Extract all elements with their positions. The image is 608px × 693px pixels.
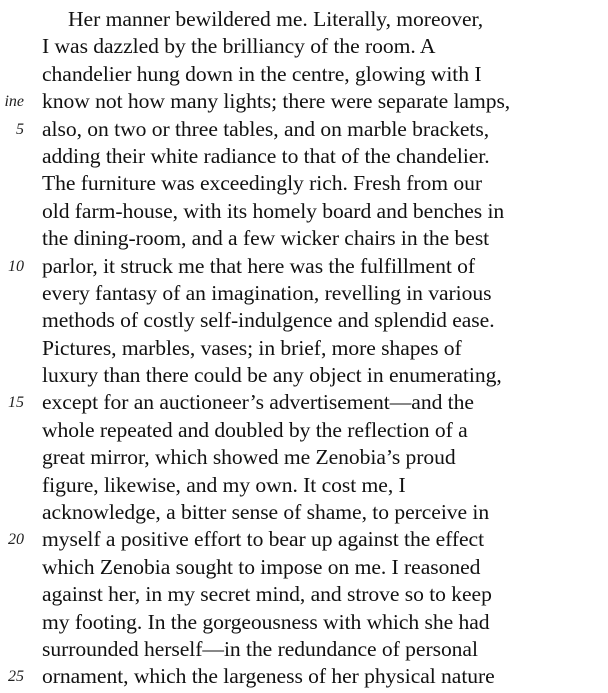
line-number: 15: [8, 394, 24, 412]
passage-line: [0, 417, 608, 444]
line-text: The furniture was exceedingly rich. Fresh from our: [42, 171, 483, 196]
line-text: figure, likewise, and my own. It cost me, I: [42, 472, 406, 497]
line-text: Her manner bewildered me. Literally, moreover,: [68, 7, 484, 31]
passage-line: [0, 636, 608, 663]
line-text: chandelier hung down in the centre, glowing with I: [42, 61, 482, 86]
line-text: the dining-room, and a few wicker chairs in the best: [42, 226, 490, 251]
line-text: old farm-house, with its homely board and benches in: [42, 198, 505, 223]
passage-line: [0, 444, 608, 471]
line-text: whole repeated and doubled by the reflection of a: [42, 417, 468, 442]
passage-line: [0, 335, 608, 362]
passage-line: [0, 170, 608, 197]
line-text: surrounded herself—in the redundance of personal: [42, 636, 478, 661]
line-number: 5: [16, 120, 24, 138]
line-text: know not how many lights; there were separate lamps,: [42, 89, 511, 114]
line-number: ine: [4, 93, 24, 111]
passage-line: [0, 33, 608, 60]
line-text: except for an auctioneer’s advertisement—and the: [42, 390, 474, 415]
passage-line: [0, 581, 608, 608]
passage-line: [0, 198, 608, 225]
passage-line: [0, 663, 608, 690]
line-number: 10: [8, 257, 24, 275]
line-text: Pictures, marbles, vases; in brief, more shapes of: [42, 335, 462, 360]
passage-line: [0, 225, 608, 252]
passage-line: [0, 389, 608, 416]
passage-line: [0, 499, 608, 526]
line-text: methods of costly self-indulgence and splendid ease.: [42, 308, 495, 333]
line-text: adding their white radiance to that of the chandelier.: [42, 143, 490, 168]
passage: [0, 6, 608, 691]
line-text: great mirror, which showed me Zenobia’s proud: [42, 445, 456, 470]
passage-line: [0, 253, 608, 280]
passage-line: [0, 609, 608, 636]
line-text: ornament, which the largeness of her physical nature: [42, 664, 495, 689]
line-text: I was dazzled by the brilliancy of the room. A: [42, 34, 436, 59]
passage-line: [0, 554, 608, 581]
line-text: parlor, it struck me that here was the fulfillment of: [42, 253, 476, 278]
line-number: 25: [8, 668, 24, 686]
passage-line: [0, 307, 608, 334]
passage-line: [0, 280, 608, 307]
line-text: myself a positive effort to bear up against the effect: [42, 527, 485, 552]
line-text: also, on two or three tables, and on marble brackets,: [42, 116, 490, 141]
passage-line: [0, 362, 608, 389]
line-text: against her, in my secret mind, and strove so to keep: [42, 582, 492, 607]
passage-line: [0, 6, 608, 33]
line-text: every fantasy of an imagination, revelling in various: [42, 280, 492, 305]
passage-line: [0, 88, 608, 115]
line-text: which Zenobia sought to impose on me. I reasoned: [42, 554, 481, 579]
line-text: luxury than there could be any object in enumerating,: [42, 363, 502, 388]
line-text: my footing. In the gorgeousness with which she had: [42, 609, 490, 634]
passage-line: [0, 526, 608, 553]
passage-line: [0, 61, 608, 88]
line-text: acknowledge, a bitter sense of shame, to perceive in: [42, 500, 490, 525]
line-number: 20: [8, 531, 24, 549]
passage-line: [0, 143, 608, 170]
passage-line: [0, 116, 608, 143]
passage-line: [0, 472, 608, 499]
